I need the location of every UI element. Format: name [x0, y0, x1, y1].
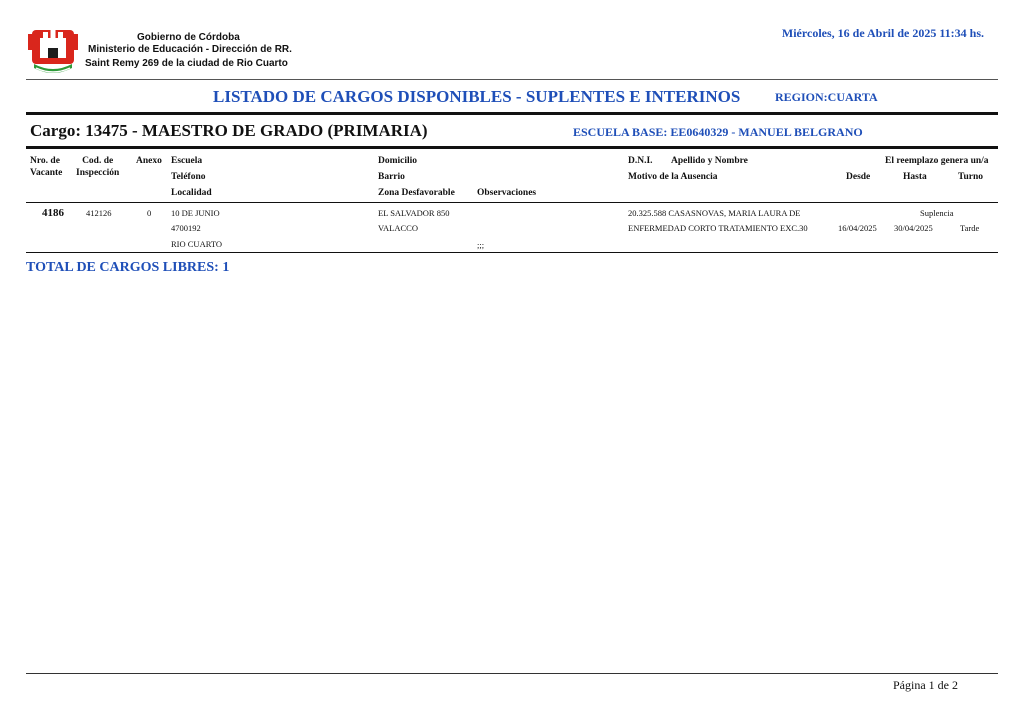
cargo-title: Cargo: 13475 - MAESTRO DE GRADO (PRIMARIA): [30, 121, 428, 140]
header-divider: [26, 79, 998, 80]
col-anexo: Anexo: [136, 156, 162, 166]
escuela-base: ESCUELA BASE: EE0640329 - MANUEL BELGRANO: [573, 125, 863, 139]
col-zona: Zona Desfavorable: [378, 188, 455, 198]
row-desde: 16/04/2025: [838, 223, 877, 233]
org-address: Saint Remy 269 de la ciudad de Rio Cuarto: [85, 58, 288, 69]
col-apellido: Apellido y Nombre: [671, 156, 748, 166]
page-number: Página 1 de 2: [893, 678, 958, 692]
cordoba-coat-of-arms-icon: [26, 24, 80, 78]
row-anexo: 0: [147, 208, 152, 218]
table-bottom-rule: [26, 252, 998, 253]
header-bottom-rule: [26, 202, 998, 203]
col-dni: D.N.I.: [628, 156, 653, 166]
col-reemplazo: El reemplazo genera un/a: [885, 156, 989, 166]
row-localidad: RIO CUARTO: [171, 239, 223, 249]
col-cod-inspeccion: [76, 155, 119, 179]
row-barrio: VALACCO: [378, 223, 418, 233]
row-telefono: 4700192: [171, 223, 201, 233]
report-datetime: Miércoles, 16 de Abril de 2025 11:34 hs.: [781, 26, 984, 40]
report-title: LISTADO DE CARGOS DISPONIBLES - SUPLENTES E INTERINOS: [213, 87, 741, 106]
org-ministry: Ministerio de Educación - Dirección de RR.: [88, 44, 292, 55]
row-motivo: ENFERMEDAD CORTO TRATAMIENTO EXC.30: [628, 223, 808, 233]
col-escuela: Escuela: [171, 156, 203, 166]
col-localidad: Localidad: [171, 188, 212, 198]
col-barrio: Barrio: [378, 172, 405, 182]
col-turno: Turno: [958, 172, 983, 182]
org-name: Gobierno de Córdoba: [137, 32, 240, 43]
col-motivo: Motivo de la Ausencia: [628, 172, 718, 182]
row-dni-nombre: 20.325.588 CASASNOVAS, MARIA LAURA DE: [628, 208, 801, 218]
row-observaciones: ;;;: [477, 240, 485, 250]
row-reemplazo: Suplencia: [920, 208, 954, 218]
col-nro-line2: Vacante: [30, 168, 63, 178]
row-hasta: 30/04/2025: [894, 223, 933, 233]
region-label: REGION:CUARTA: [775, 90, 878, 104]
col-nro-line1: Nro. de: [30, 156, 60, 166]
row-domicilio: EL SALVADOR 850: [378, 208, 450, 218]
footer-divider: [26, 673, 998, 674]
col-cod-line2: Inspección: [76, 168, 120, 178]
col-cod-line1: Cod. de: [82, 156, 114, 166]
row-turno: Tarde: [960, 223, 980, 233]
col-observaciones: Observaciones: [477, 188, 537, 198]
row-escuela: 10 DE JUNIO: [171, 208, 220, 218]
col-domicilio: Domicilio: [378, 156, 418, 166]
total-cargos: TOTAL DE CARGOS LIBRES: 1: [26, 260, 230, 275]
col-hasta: Hasta: [903, 172, 927, 182]
col-nro-vacante: [30, 155, 62, 179]
col-desde: Desde: [846, 172, 871, 182]
row-cod-inspeccion: 412126: [86, 208, 112, 218]
title-divider: [26, 112, 998, 115]
table-top-rule: [26, 146, 998, 149]
col-telefono: Teléfono: [171, 172, 206, 182]
row-nro-vacante: 4186: [42, 207, 64, 219]
